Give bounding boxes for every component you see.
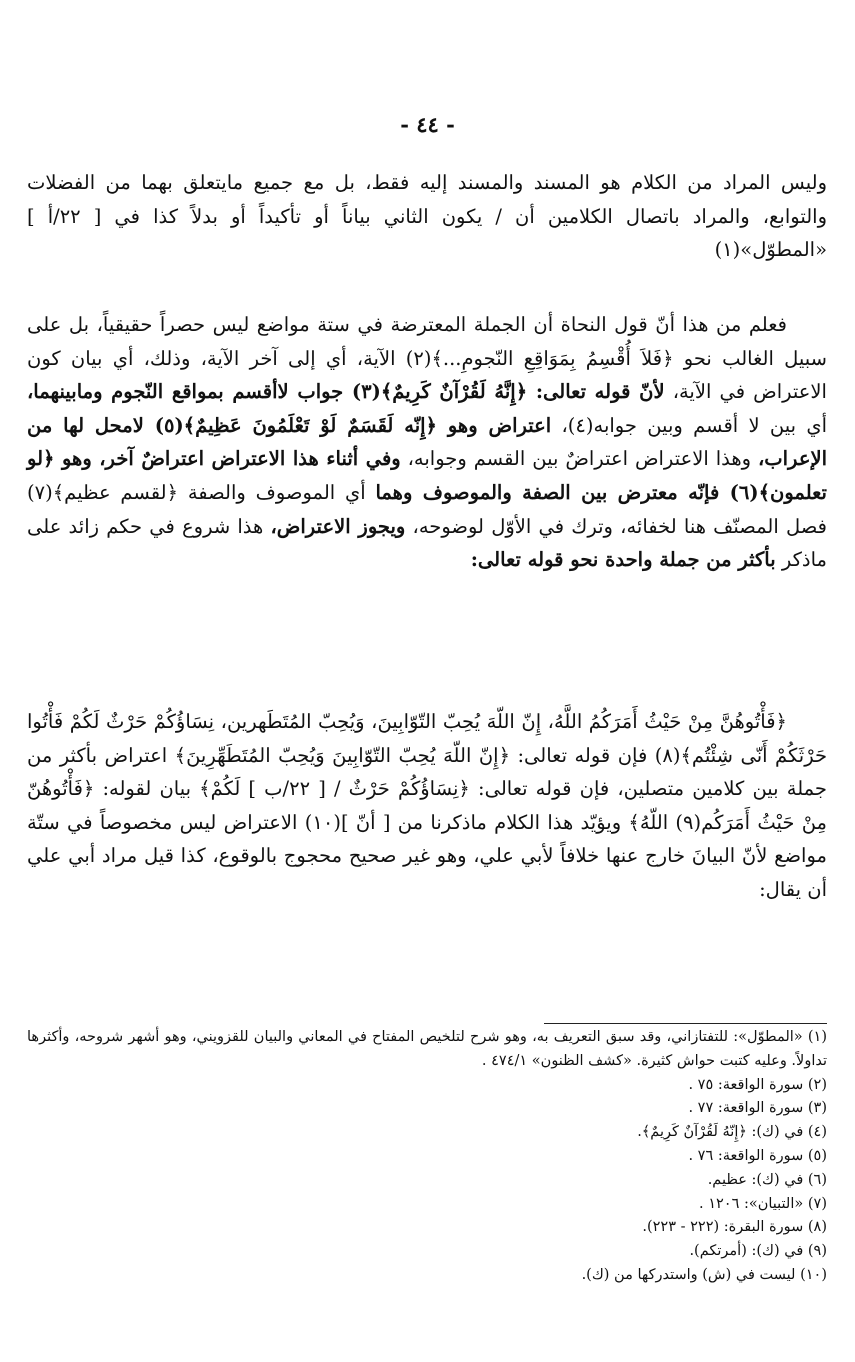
- bold-text-segment: بأكثر من جملة واحدة نحو قوله تعالى:: [470, 548, 776, 572]
- text-segment: فعلم من هذا أنّ قول النحاة أن الجملة المعترضة في ستة مواضع ليس حصراً حقيقياً، بل على سبيل الغالب نحو ﴿فَلاَ أُقْسِمُ بِمَوَاقِعِ النّجومِ...﴾(٢) الآية، أي إلى آخر الآية، وذلك، أي بيان كون الاعتراض في الآية،: [27, 313, 827, 404]
- footnote-9: (٩) في (ك): (أمرتكم).: [689, 1243, 827, 1260]
- paragraph-3: [27, 705, 827, 907]
- text-segment: وليس المراد من الكلام هو المسند والمسند إليه فقط، بل مع جميع مايتعلق بهما من الفضلات والتوابع، والمراد باتصال الكلامين أن / يكون الثاني بياناً أو تأكيداً أو بدلاً كذا في [ ٢٢/أ ] «المطوّل»(١): [27, 171, 827, 262]
- text-segment: وهذا الاعتراض اعتراضٌ بين القسم وجوابه،: [400, 447, 758, 471]
- paragraph-text: [27, 705, 827, 907]
- bold-text-segment: وفي أثناء هذا الاعتراض اعتراضٌ آخر، وهو ﴿لو تعلمون﴾(٦) فإنّه معترض بين الصفة والموصوف وهما: [27, 447, 827, 504]
- bold-text-segment: اعتراض وهو ﴿إِنّه لَقَسَمٌ لَوْ تَعْلَمُونَ عَظِيمٌ﴾(٥) لامحل لها من الإعراب،: [27, 413, 827, 471]
- paragraph-2: [27, 308, 827, 577]
- text-segment: أي الموصوف والصفة ﴿لقسم عظيم﴾(٧) فصل المصنّف هنا لخفائه، وترك في الأوّل لوضوحه،: [27, 480, 827, 538]
- text-segment: ﴿فَأْتُوهُنَّ مِنْ حَيْثُ أَمَرَكُمُ اللَّهُ، إِنّ اللّهَ يُحِبّ التّوّابِينَ، وَيُحِبّ المُتَطَهرين، نِسَاؤُكُمْ حَرْثٌ لَكُمْ فَأْتُوا حَرْثَكُمْ أَنّى شِئْتُم﴾(٨) فإن قوله تعالى: ﴿إِنّ اللّهَ يُحِبّ التّوّابِينَ وَيُحِبّ المُتَطَهِّرِينَ﴾ اعتراض بأكثر من جملة بين كلامين متصلين، فإن قوله تعالى: ﴿نِسَاؤُكُمْ حَرْثٌ / [ ٢٢/ب ] لَكُمْ﴾ بيان لقوله: ﴿فَأْتُوهُنّ مِنْ حَيْثُ أَمَرَكُم(٩) اللّهُ﴾ ويؤيّد هذا الكلام ماذكرنا من [ أنّ ](١٠) الاعتراض ليس مخصوصاً في ستّة مواضع لأنّ البيانَ خارج عنها خلافاً لأبي علي، وهو غير صحيح محجوج بالوقوع، كذا قيل مراد أبي علي أن يقال:: [27, 710, 828, 901]
- footnote-divider: [544, 1023, 827, 1024]
- footnote-4: (٤) في (ك): ﴿إِنّهُ لَقُرْآنٌ كَرِيمٌ﴾.: [637, 1124, 827, 1141]
- text-segment: أي بين لا أقسم وبين جوابه(٤)،: [551, 413, 828, 437]
- footnote-7: (٧) «التبيان»: ١٢٠٦ .: [699, 1195, 827, 1212]
- footnote-10: (١٠) ليست في (ش) واستدركها من (ك).: [581, 1266, 827, 1283]
- page-number: - ٤٤ -: [400, 112, 455, 137]
- paragraph-text: [27, 166, 827, 267]
- footnote-3: (٣) سورة الواقعة: ٧٧ .: [688, 1100, 827, 1117]
- footnote-1: (١) «المطوّل»: للتفتازاني، وقد سبق التعريف به، وهو شرح لتلخيص المفتاح في المعاني والبيان للقزويني، وهو أشهر شروحه، وأكثرها تداولاً. وعليه كتبت حواش كثيرة. «كشف الظنون» ٤٧٤/١ .: [27, 1029, 827, 1069]
- footnote-5: (٥) سورة الواقعة: ٧٦ .: [688, 1147, 827, 1164]
- footnote-8: (٨) سورة البقرة: (٢٢٢ - ٢٢٣).: [642, 1219, 827, 1236]
- paragraph-text: [27, 308, 827, 577]
- text-segment: هذا شروع في حكم زائد على ماذكر: [27, 514, 827, 572]
- bold-text-segment: لأنّ قوله تعالى: ﴿إِنَّهُ لَقُرْآنٌ كَرِيمٌ﴾(٣) جواب لاأقسم بمواقع النّجوم ومابينهما،: [27, 380, 665, 404]
- footnote-6: (٦) في (ك): عظيم.: [707, 1171, 827, 1188]
- paragraph-1: [27, 166, 827, 267]
- footnotes: [27, 1026, 827, 1288]
- footnote-2: (٢) سورة الواقعة: ٧٥ .: [688, 1076, 827, 1093]
- bold-text-segment: ويجوز الاعتراض،: [270, 514, 406, 538]
